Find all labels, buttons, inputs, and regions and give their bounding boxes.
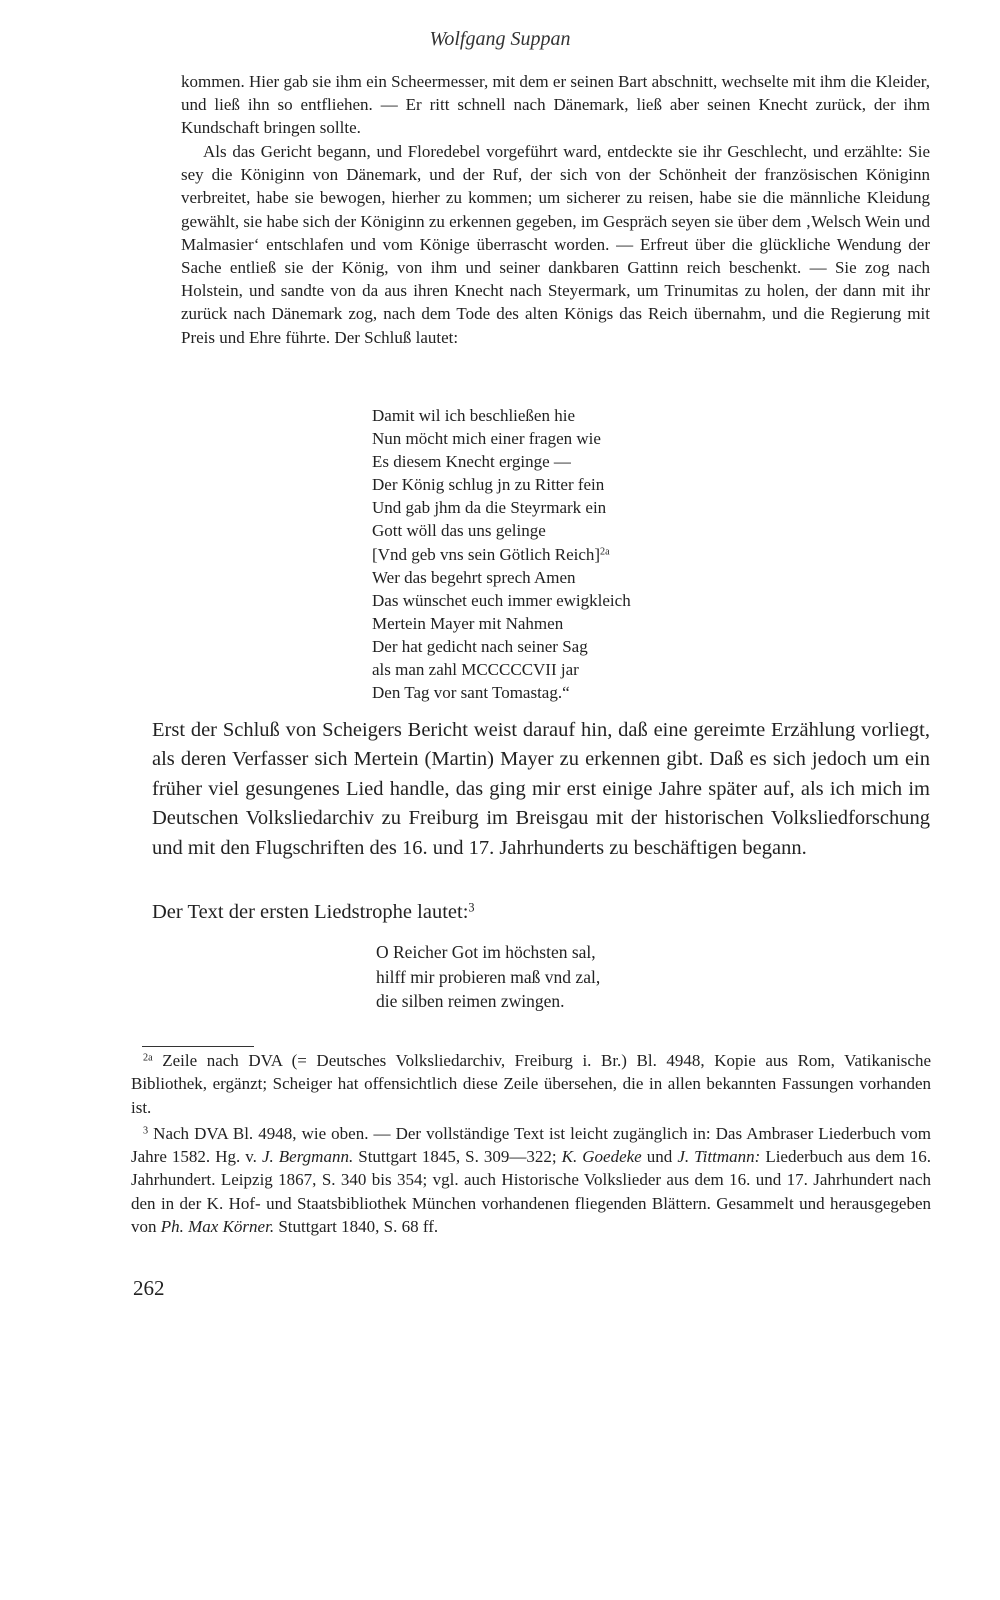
- author-name: J. Tittmann:: [677, 1147, 761, 1167]
- verse-line-with-note: [372, 543, 631, 566]
- footnote-2a: [131, 1049, 931, 1119]
- verse-line: hilff mir probieren maß vnd zal,: [376, 966, 601, 987]
- footnote-text: Liederbuch aus dem 16. Jahrhundert. Leipzig 1867, S. 340 bis 354; vgl. auch Historische Volkslieder aus dem 16. und 17. Jahrhundert nach den in der K. Hof- und Staatsbibliothek München vorhandenen fliegenden Blättern. Gesammelt und herausgegeben von: [131, 1147, 932, 1237]
- verse-line: Der hat gedicht nach seiner Sag: [372, 636, 588, 656]
- author-name: J. Bergmann.: [261, 1147, 354, 1167]
- verse-line: Und gab jhm da die Steyrmark ein: [372, 498, 607, 518]
- verse-block-closing: [372, 404, 631, 704]
- verse-line: Der König schlug jn zu Ritter fein: [372, 475, 605, 495]
- footnote-text: und: [641, 1147, 678, 1167]
- verse-line: Wer das begehrt sprech Amen: [372, 567, 576, 587]
- running-head: Wolfgang Suppan: [429, 28, 571, 50]
- paragraph-first-stanza-intro: [152, 898, 930, 927]
- footnote-text: Zeile nach DVA (= Deutsches Volksliedarchiv, Freiburg i. Br.) Bl. 4948, Kopie aus Rom, Vatikanische Bibliothek, ergänzt; Scheiger hat offensichtlich diese Zeile übersehen, die in allen bekannten Fassungen vorhanden ist.: [131, 1051, 931, 1117]
- footnote-text: Stuttgart 1840, S. 68 ff.: [274, 1217, 439, 1237]
- verse-line: Das wünschet euch immer ewigkleich: [372, 590, 631, 610]
- footnote-marker-2a[interactable]: 2a: [600, 545, 610, 557]
- verse-line: die silben reimen zwingen.: [376, 991, 565, 1011]
- verse-line: Damit wil ich beschließen hie: [372, 406, 575, 425]
- paragraph-author-discussion: Erst der Schluß von Scheigers Bericht weist darauf hin, daß eine gereimte Erzählung vorliegt, als deren Verfasser sich Mertein (Martin) Mayer zu erkennen gibt. Daß es sich jedoch um ein früher viel gesungenes Lied handle, das ging mir erst einige Jahre später auf, als ich mich im Deutschen Volksliedarchiv zu Freiburg im Breisgau mit der historischen Volksliedforschung und mit den Flugschriften des 16. und 17. Jahrhunderts zu beschäftigen begann.: [152, 719, 930, 859]
- verse-line: O Reicher Got im höchsten sal,: [376, 942, 596, 962]
- footnote-number: 3: [143, 1125, 149, 1137]
- footnotes: [131, 1049, 931, 1241]
- author-name: Ph. Max Körner.: [160, 1217, 275, 1237]
- verse-line: Den Tag vor sant Tomastag.“: [372, 683, 570, 703]
- footnote-3: [131, 1122, 931, 1238]
- page-number: 262: [133, 1276, 165, 1300]
- intro-text: Der Text der ersten Liedstrophe lautet:: [152, 901, 469, 923]
- verse-line: Es diesem Knecht erginge —: [372, 452, 571, 472]
- footnote-marker-3[interactable]: 3: [468, 900, 475, 915]
- footnote-text: Nach DVA Bl. 4948, wie oben. — Der vollständige Text ist leicht zugänglich in: Das Ambraser Liederbuch vom Jahre 1582. Hg. v.: [131, 1123, 931, 1167]
- verse-line: [Vnd geb vns sein Götlich Reich]: [372, 544, 601, 564]
- verse-line: Nun möcht mich einer fragen wie: [372, 429, 601, 449]
- verse-block-first-stanza: [376, 940, 600, 1014]
- verse-line: als man zahl MCCCCCVII jar: [372, 660, 579, 680]
- paragraph-continued: kommen. Hier gab sie ihm ein Scheermesser, mit dem er seinen Bart abschnitt, wechselte mit ihm die Kleider, und ließ ihn so entfliehen. — Er ritt schnell nach Dänemark, ließ aber seinen Knecht zurück, der ihm Kundschaft bringen sollte.: [181, 72, 930, 138]
- footnote-number: 2a: [143, 1052, 153, 1064]
- verse-line: Mertein Mayer mit Nahmen: [372, 613, 564, 633]
- verse-line: Gott wöll das uns gelinge: [372, 521, 546, 541]
- footnote-separator: [142, 1046, 254, 1047]
- paragraph-court-scene: Als das Gericht begann, und Floredebel vorgeführt ward, entdeckte sie ihr Geschlecht, und erzählte: Sie sey die Königinn von Dänemark, und der Ruf, der sich von der Schönheit der französischen Königinn verbreitet, habe sie bewogen, hierher zu kommen; um sicherer zu reisen, habe sie die männliche Kleidung gewählt, sie habe sich der Königinn zu erkennen gegeben, im Gespräch seyen sie über dem ‚Welsch Wein und Malmasier‘ entschlafen und vom Könige überrascht worden. — Erfreut über die glückliche Wendung der Sache entließ sie der König, von ihm und seiner dankbaren Gattinn reich beschenkt. — Sie zog nach Holstein, und sandte von da aus ihren Knecht nach Steyermark, um Trinumitas zu holen, der dann mit ihr zurück nach Dänemark zog, nach dem Tode des alten Königs das Reich übernahm, und die Regierung mit Preis und Ehre führte. Der Schluß lautet:: [181, 142, 930, 347]
- author-name: K. Goedeke: [561, 1147, 642, 1167]
- footnote-text: Stuttgart 1845, S. 309—322;: [353, 1147, 562, 1167]
